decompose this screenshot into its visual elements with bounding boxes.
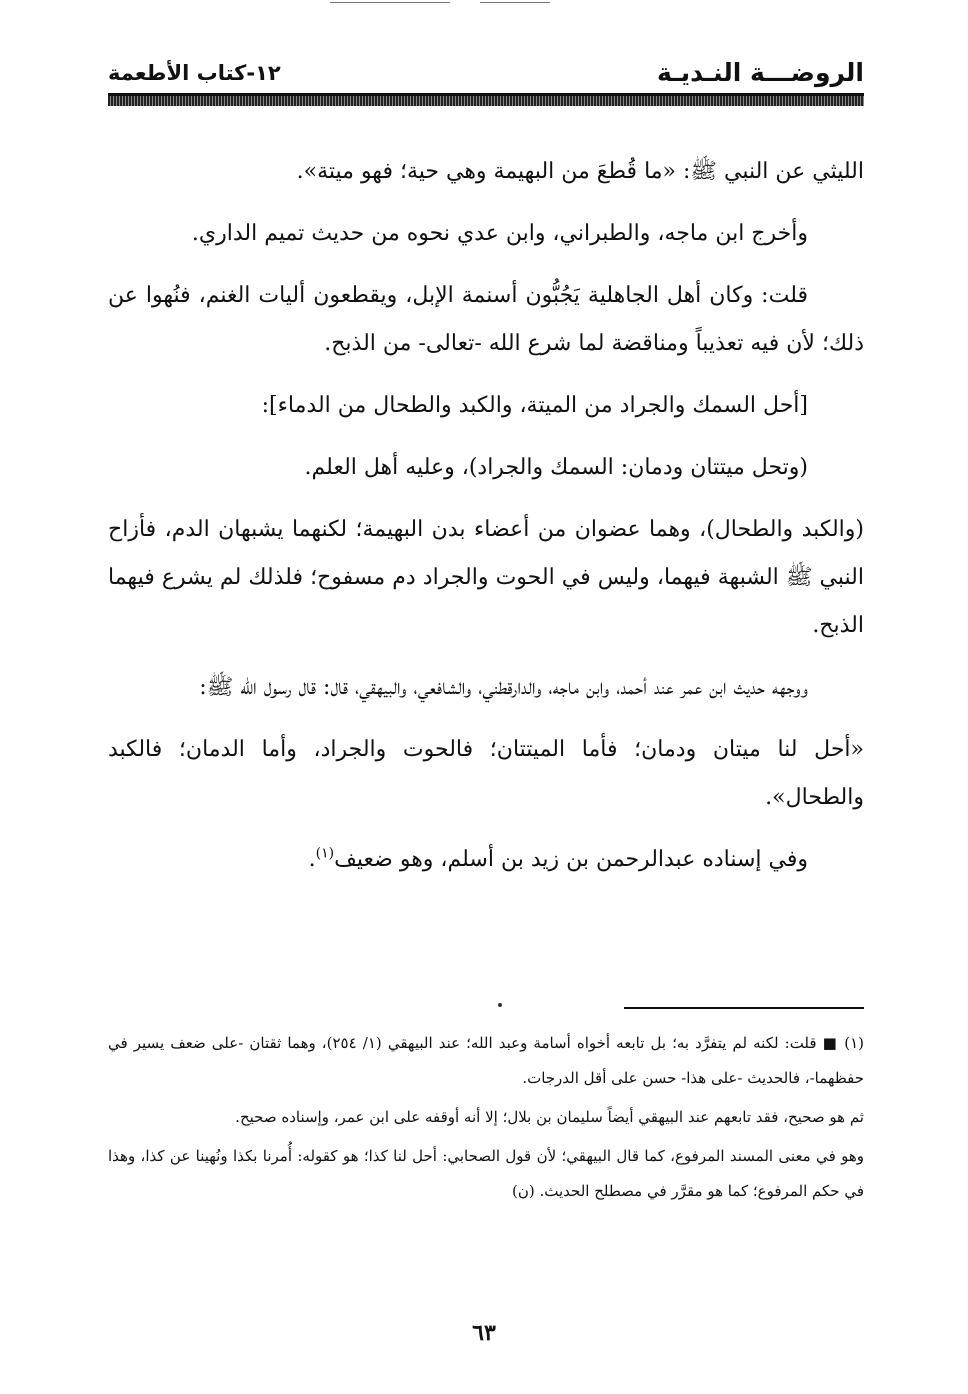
footnote: ثم هو صحيح، فقد تابعهم عند البيهقي أيضاً سليمان بن بلال؛ إلا أنه أوقفه على ابن عمر، وإسناده صحيح. [235, 1108, 864, 1126]
paragraph: ووجهه حديث ابن عمر عند أحمد، وابن ماجه، والدارقطني، والشافعي، والبيهقي، قال: قال رسول الله ﷺ: [199, 675, 808, 700]
page-number: ٦٣ [472, 1320, 496, 1346]
paragraph: (والكبد والطحال)، وهما عضوان من أعضاء بدن البهيمة؛ لكنهما يشبهان الدم، فأزاح النبي ﷺ الشبهة فيهما، وليس في الحوت والجراد دم مسفوح؛ فلذلك لم يشرع فيهما الذبح. [108, 517, 864, 638]
paragraph: (وتحل ميتتان ودمان: السمك والجراد)، وعليه أهل العلم. [304, 455, 808, 480]
main-text [108, 148, 864, 898]
header-rule [108, 93, 864, 106]
footnote-ref[interactable]: (١) [315, 845, 335, 862]
paragraph: الليثي عن النبي ﷺ: «ما قُطعَ من البهيمة وهي حية؛ فهو ميتة». [296, 159, 864, 184]
paragraph-text: وفي إسناده عبدالرحمن بن زيد بن أسلم، وهو ضعيف [334, 847, 808, 872]
footnote: وهو في معنى المسند المرفوع، كما قال البيهقي؛ لأن قول الصحابي: أحل لنا كذا؛ هو كقوله: أُمرنا بكذا ونُهينا عن كذا، وهذا في حكم المرفوع؛ كما هو مقرَّر في مصطلح الحديث. (ن) [108, 1147, 864, 1200]
footnote: (١) ■ قلت: لكنه لم يتفرَّد به؛ بل تابعه أخواه أسامة وعبد الله؛ عند البيهقي (١/ ٢٥٤)، وهما ثقتان -على ضعف يسير في حفظهما-، فالحديث -على هذا- حسن على أقل الدرجات. [108, 1034, 864, 1087]
section-heading: [أحل السمك والجراد من الميتة، والكبد والطحال من الدماء]: [261, 393, 808, 418]
ink-dot [498, 1003, 502, 1007]
footnotes [108, 1026, 864, 1213]
paragraph: قلت: وكان أهل الجاهلية يَجُبُّون أسنمة الإبل، ويقطعون أليات الغنم، فنُهوا عن ذلك؛ لأن فيه تعذيباً ومناقضة لما شرع الله -تعالى- من الذبح. [108, 283, 864, 356]
top-marks [0, 2, 968, 6]
chapter-title: ١٢-كتاب الأطعمة [108, 61, 281, 85]
paragraph-end: . [308, 847, 316, 872]
paragraph: وأخرج ابن ماجه، والطبراني، وابن عدي نحوه من حديث تميم الداري. [191, 221, 808, 246]
book-title: الروضـــة النـديـة [657, 58, 864, 87]
paragraph [108, 836, 864, 884]
footnote-rule [624, 1007, 864, 1009]
hadith-quote: «أحل لنا ميتان ودمان؛ فأما الميتتان؛ فالحوت والجراد، وأما الدمان؛ فالكبد والطحال». [108, 737, 864, 810]
